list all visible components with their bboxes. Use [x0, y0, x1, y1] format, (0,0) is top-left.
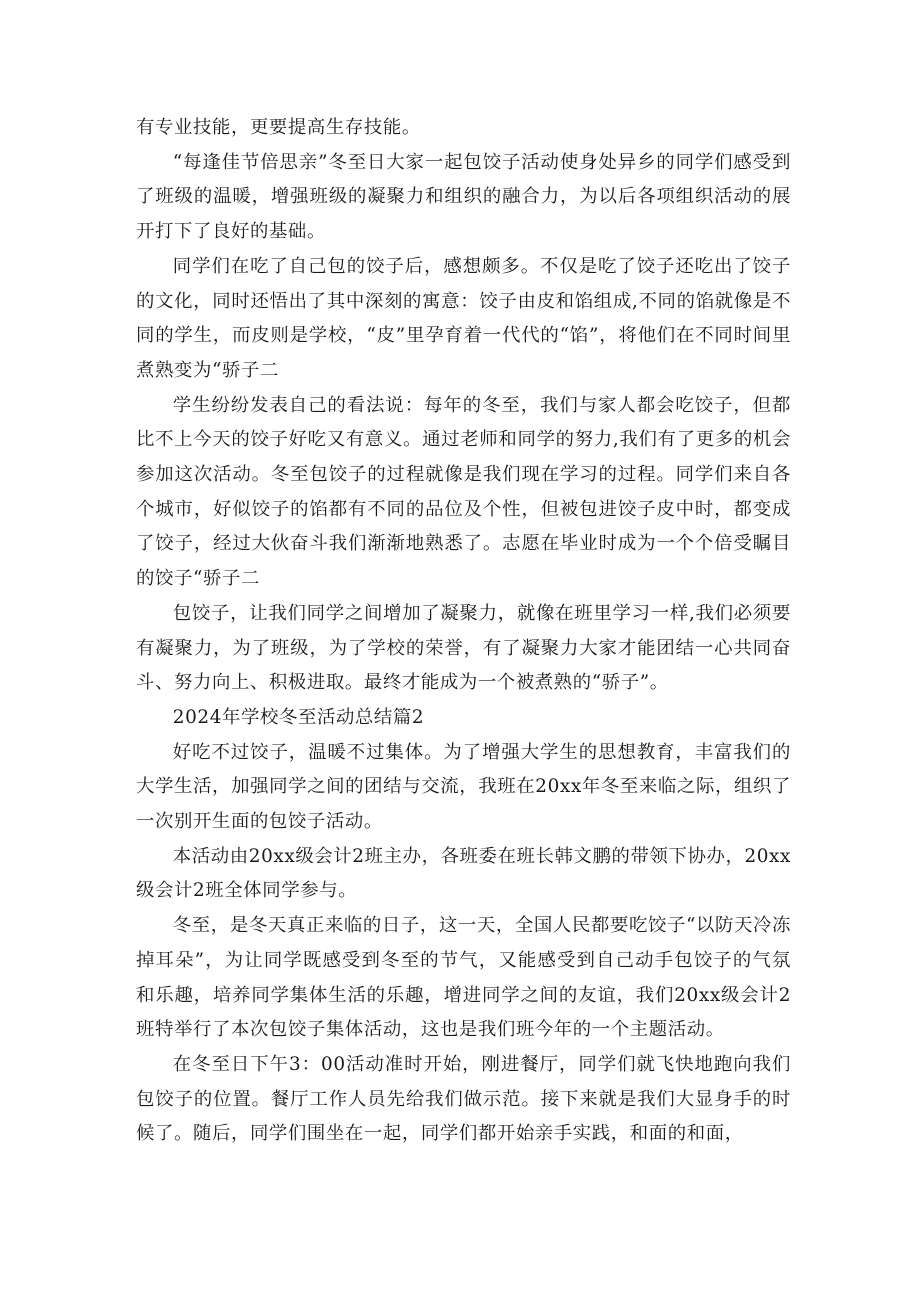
- paragraph-2: “每逢佳节倍思亲”冬至日大家一起包饺子活动使身处异乡的同学们感受到了班级的温暖，增强班级的凝聚力和组织的融合力，为以后各项组织活动的展开打下了良好的基础。: [136, 151, 791, 243]
- paragraph-1: 有专业技能，更要提高生存技能。: [136, 117, 421, 138]
- paragraph-8: 冬至，是冬天真正来临的日子，这一天，全国人民都要吃饺子“以防天冷冻掉耳朵”，为让同学既感受到冬至的节气，又能感受到自己动手包饺子的气氛和乐趣，培养同学集体生活的乐趣，增进同学之间的友谊，我们20xx级会计2班特举行了本次包饺子集体活动，这也是我们班今年的一个主题活动。: [136, 915, 791, 1041]
- paragraph-7: 本活动由20xx级会计2班主办，各班委在班长韩文鹏的带领下协办，20xx级会计2班全体同学参与。: [136, 845, 791, 902]
- paragraph-6: 好吃不过饺子，温暖不过集体。为了增强大学生的思想教育，丰富我们的大学生活，加强同学之间的团结与交流，我班在20xx年冬至来临之际，组织了一次别开生面的包饺子活动。: [136, 741, 791, 833]
- paragraph-3: 同学们在吃了自己包的饺子后，感想颇多。不仅是吃了饺子还吃出了饺子的文化，同时还悟出了其中深刻的寓意：饺子由皮和馅组成,不同的馅就像是不同的学生，而皮则是学校，“皮”里孕育着一代代的“馅”，将他们在不同时间里煮熟变为“骄子二: [136, 255, 791, 381]
- paragraph-9: 在冬至日下午3：00活动准时开始，刚进餐厅，同学们就飞快地跑向我们包饺子的位置。餐厅工作人员先给我们做示范。接下来就是我们大显身手的时候了。随后，同学们围坐在一起，同学们都开始亲手实践，和面的和面，: [136, 1053, 791, 1145]
- document-body: [136, 111, 791, 1152]
- paragraph-5: 包饺子，让我们同学之间增加了凝聚力，就像在班里学习一样,我们必须要有凝聚力，为了班级，为了学校的荣誉，有了凝聚力大家才能团结一心共同奋斗、努力向上、积极进取。最终才能成为一个被煮熟的“骄子”。: [136, 602, 791, 694]
- paragraph-4: 学生纷纷发表自己的看法说：每年的冬至，我们与家人都会吃饺子，但都比不上今天的饺子好吃又有意义。通过老师和同学的努力,我们有了更多的机会参加这次活动。冬至包饺子的过程就像是我们现在学习的过程。同学们来自各个城市，好似饺子的馅都有不同的品位及个性，但被包进饺子皮中时，都变成了饺子，经过大伙奋斗我们渐渐地熟悉了。志愿在毕业时成为一个个倍受瞩目的饺子“骄子二: [136, 394, 791, 590]
- section-heading: 2024年学校冬至活动总结篇2: [172, 706, 425, 728]
